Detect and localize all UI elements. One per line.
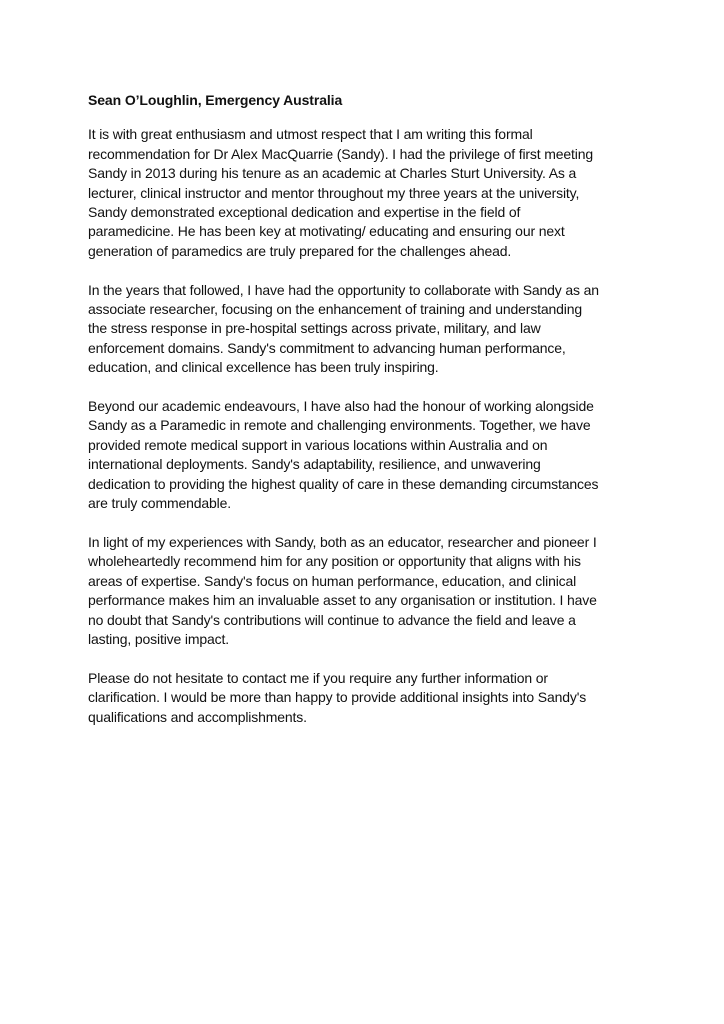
text-line: In light of my experiences with Sandy, both as an educator, researcher and pioneer I — [88, 533, 597, 550]
text-line: performance makes him an invaluable asset to any organisation or institution. I have — [88, 592, 597, 609]
text-line: lasting, positive impact. — [88, 630, 229, 647]
text-line: In the years that followed, I have had the opportunity to collaborate with Sandy as an — [88, 281, 599, 298]
paragraph-research — [88, 281, 648, 378]
text-line: are truly commendable. — [88, 495, 231, 512]
text-line: no doubt that Sandy's contributions will continue to advance the field and leave a — [88, 611, 576, 628]
text-line: education, and clinical excellence has been truly inspiring. — [88, 359, 439, 376]
paragraph-introduction — [88, 125, 648, 261]
text-line: paramedicine. He has been key at motivating/ educating and ensuring our next — [88, 223, 565, 240]
paragraph-recommendation — [88, 533, 648, 649]
text-line: clarification. I would be more than happy to provide additional insights into Sandy's — [88, 689, 587, 706]
text-line: lecturer, clinical instructor and mentor throughout my three years at the university, — [88, 184, 580, 201]
text-line: Sandy in 2013 during his tenure as an academic at Charles Sturt University. As a — [88, 165, 577, 182]
text-line: It is with great enthusiasm and utmost respect that I am writing this formal — [88, 126, 533, 143]
text-line: areas of expertise. Sandy's focus on human performance, education, and clinical — [88, 572, 577, 589]
text-line: Beyond our academic endeavours, I have also had the honour of working alongside — [88, 398, 594, 415]
text-line: wholeheartedly recommend him for any position or opportunity that aligns with his — [88, 553, 581, 570]
text-line: generation of paramedics are truly prepared for the challenges ahead. — [88, 242, 512, 259]
text-line: the stress response in pre-hospital settings across private, military, and law — [88, 320, 541, 337]
text-line: Sandy demonstrated exceptional dedication and expertise in the field of — [88, 204, 521, 221]
text-line: enforcement domains. Sandy's commitment to advancing human performance, — [88, 339, 566, 356]
text-line: Please do not hesitate to contact me if you require any further information or — [88, 669, 548, 686]
paragraph-closing — [88, 669, 648, 727]
text-line: international deployments. Sandy's adaptability, resilience, and unwavering — [88, 456, 541, 473]
letter-body — [88, 91, 648, 746]
paragraph-field-work — [88, 397, 648, 513]
text-line: associate researcher, focusing on the enhancement of training and understanding — [88, 301, 583, 318]
letter-heading: Sean O’Loughlin, Emergency Australia — [88, 92, 343, 108]
text-line: recommendation for Dr Alex MacQuarrie (Sandy). I had the privilege of first meeting — [88, 145, 593, 162]
text-line: provided remote medical support in various locations within Australia and on — [88, 436, 548, 453]
text-line: qualifications and accomplishments. — [88, 708, 307, 725]
text-line: Sandy as a Paramedic in remote and challenging environments. Together, we have — [88, 417, 591, 434]
text-line: dedication to providing the highest quality of care in these demanding circumstances — [88, 475, 599, 492]
